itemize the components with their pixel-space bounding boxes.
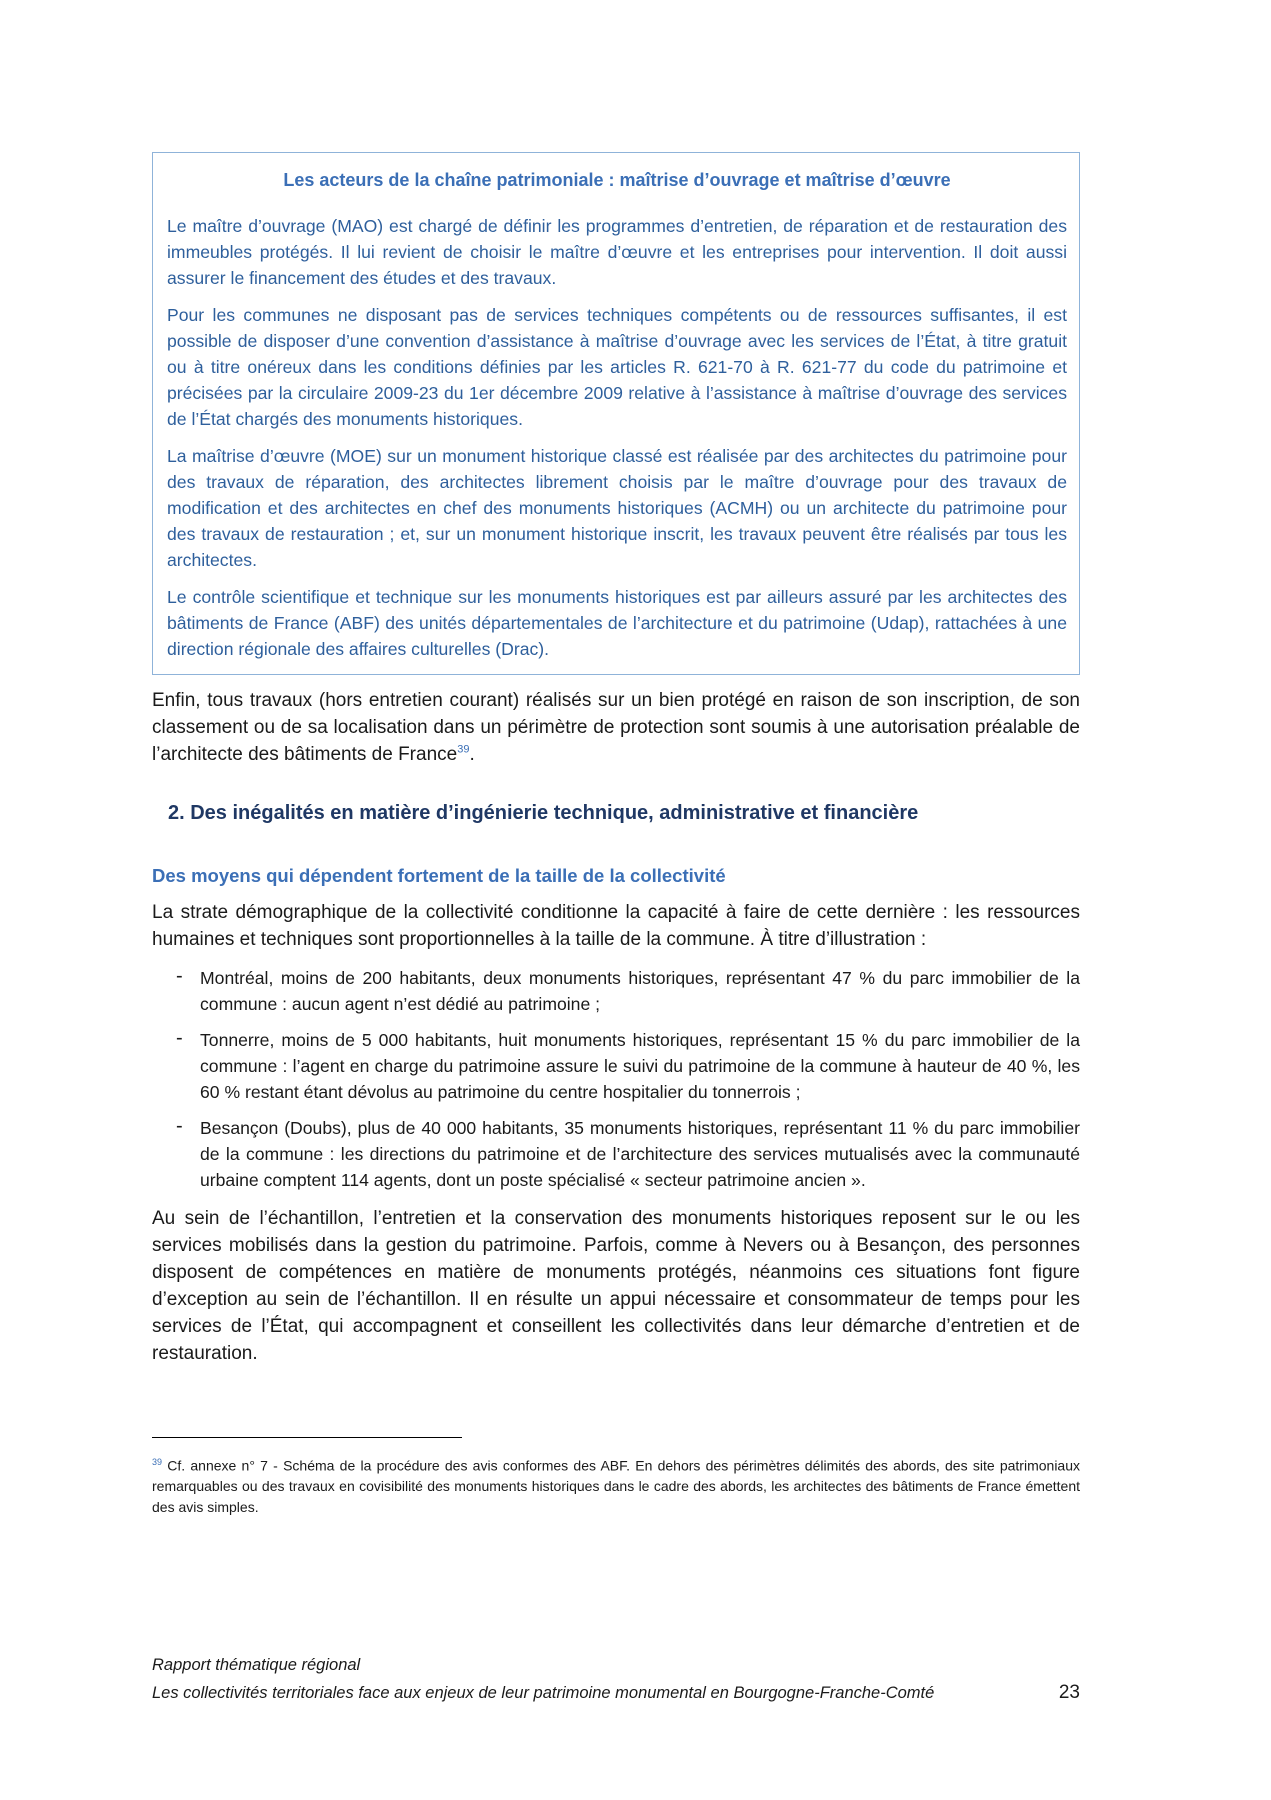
subheading: Des moyens qui dépendent fortement de la taille de la collectivité (152, 865, 726, 886)
footnote-number: 39 (152, 1457, 163, 1467)
section-heading: 2. Des inégalités en matière d’ingénierie technique, administrative et financière (168, 802, 919, 824)
page-number: 23 (1058, 1682, 1080, 1703)
page-content (152, 152, 1080, 1517)
list-item-text: Montréal, moins de 200 habitants, deux monuments historiques, représentant 47 % du parc immobilier de la commune : aucun agent n’est dédié au patrimoine ; (200, 968, 1080, 1014)
dash-bullet: - (176, 1115, 183, 1137)
info-box-paragraph: Pour les communes ne disposant pas de services techniques compétents ou de ressources suffisantes, il est possible de disposer d’une convention d’assistance à maîtrise d’ouvrage avec les services de l’État, à titre gratuit ou à titre onéreux dans les conditions définies par les articles R. 621-70 à R. 621-77 du code du patrimoine et précisées par la circulaire 2009-23 du 1er décembre 2009 relative à l’assistance à maîtrise d’ouvrage des services de l’État chargés des monuments historiques. (167, 305, 1067, 429)
intro-paragraph-text: Enfin, tous travaux (hors entretien courant) réalisés sur un bien protégé en raison de son inscription, de son classement ou de sa localisation dans un périmètre de protection sont soumis à une autorisation préalable de l’architecte des bâtiments de France (152, 690, 1080, 765)
list-item (152, 1115, 1080, 1193)
footnote-text: Cf. annexe n° 7 - Schéma de la procédure des avis conformes des ABF. En dehors des périmètres délimités des abords, des site patrimoniaux remarquables ou des travaux en covisibilité des monuments historiques dans le cadre des abords, les architectes des bâtiments de France émettent des avis simples. (152, 1457, 1080, 1515)
info-box-paragraph: Le maître d’ouvrage (MAO) est chargé de définir les programmes d’entretien, de réparation et de restauration des immeubles protégés. Il lui revient de choisir le maître d’œuvre et les entreprises pour intervention. Il doit aussi assurer le financement des études et des travaux. (167, 216, 1067, 288)
examples-list (152, 965, 1080, 1193)
footnote-reference[interactable]: 39 (457, 743, 470, 756)
info-box-paragraph: Le contrôle scientifique et technique sur les monuments historiques est par ailleurs assuré par les architectes des bâtiments de France (ABF) des unités départementales de l’architecture et du patrimoine (Udap), rattachées à une direction régionale des affaires culturelles (Drac). (167, 587, 1067, 659)
page-footer (152, 1651, 1080, 1707)
list-item (152, 1027, 1080, 1105)
strate-paragraph: La strate démographique de la collectivité conditionne la capacité à faire de cette dernière : les ressources humaines et techniques sont proportionnelles à la taille de la commune. À titre d’illustration : (152, 902, 1080, 950)
intro-paragraph-end: . (469, 744, 475, 765)
echantillon-paragraph: Au sein de l’échantillon, l’entretien et la conservation des monuments historiques reposent sur le ou les services mobilisés dans la gestion du patrimoine. Parfois, comme à Nevers ou à Besançon, des personnes disposent de compétences en matière de monuments protégés, néanmoins ces situations font figure d’exception au sein de l’échantillon. Il en résulte un appui nécessaire et consommateur de temps pour les services de l’État, qui accompagnent et conseillent les collectivités dans leur démarche d’entretien et de restauration. (152, 1208, 1080, 1364)
list-item-text: Besançon (Doubs), plus de 40 000 habitants, 35 monuments historiques, représentant 11 % du parc immobilier de la commune : les directions du patrimoine et de l’architecture des services mutualisés avec la communauté urbaine comptent 114 agents, dont un poste spécialisé « secteur patrimoine ancien ». (200, 1118, 1080, 1190)
info-box-title: Les acteurs de la chaîne patrimoniale : maîtrise d’ouvrage et maîtrise d’œuvre (283, 170, 951, 190)
dash-bullet: - (176, 965, 183, 987)
info-box-paragraph: La maîtrise d’œuvre (MOE) sur un monument historique classé est réalisée par des architectes du patrimoine pour des travaux de réparation, des architectes librement choisis par le maître d’ouvrage pour des travaux de modification et des architectes en chef des monuments historiques (ACMH) ou un architecte du patrimoine pour des travaux de restauration ; et, sur un monument historique inscrit, les travaux peuvent être réalisés par tous les architectes. (167, 446, 1067, 570)
dash-bullet: - (176, 1027, 183, 1049)
footer-report-title: Les collectivités territoriales face aux enjeux de leur patrimoine monumental en Bourgogne-Franche-Comté (152, 1684, 935, 1702)
footer-report-type: Rapport thématique régional (152, 1656, 361, 1674)
footnote (152, 1452, 1080, 1517)
list-item-text: Tonnerre, moins de 5 000 habitants, huit monuments historiques, représentant 15 % du parc immobilier de la commune : l’agent en charge du patrimoine assure le suivi du patrimoine de la commune à hauteur de 40 %, les 60 % restant étant dévolus au patrimoine du centre hospitalier du tonnerrois ; (200, 1030, 1080, 1102)
info-box (152, 152, 1080, 675)
footnote-separator (152, 1437, 462, 1438)
intro-paragraph (152, 687, 1080, 768)
list-item (152, 965, 1080, 1017)
